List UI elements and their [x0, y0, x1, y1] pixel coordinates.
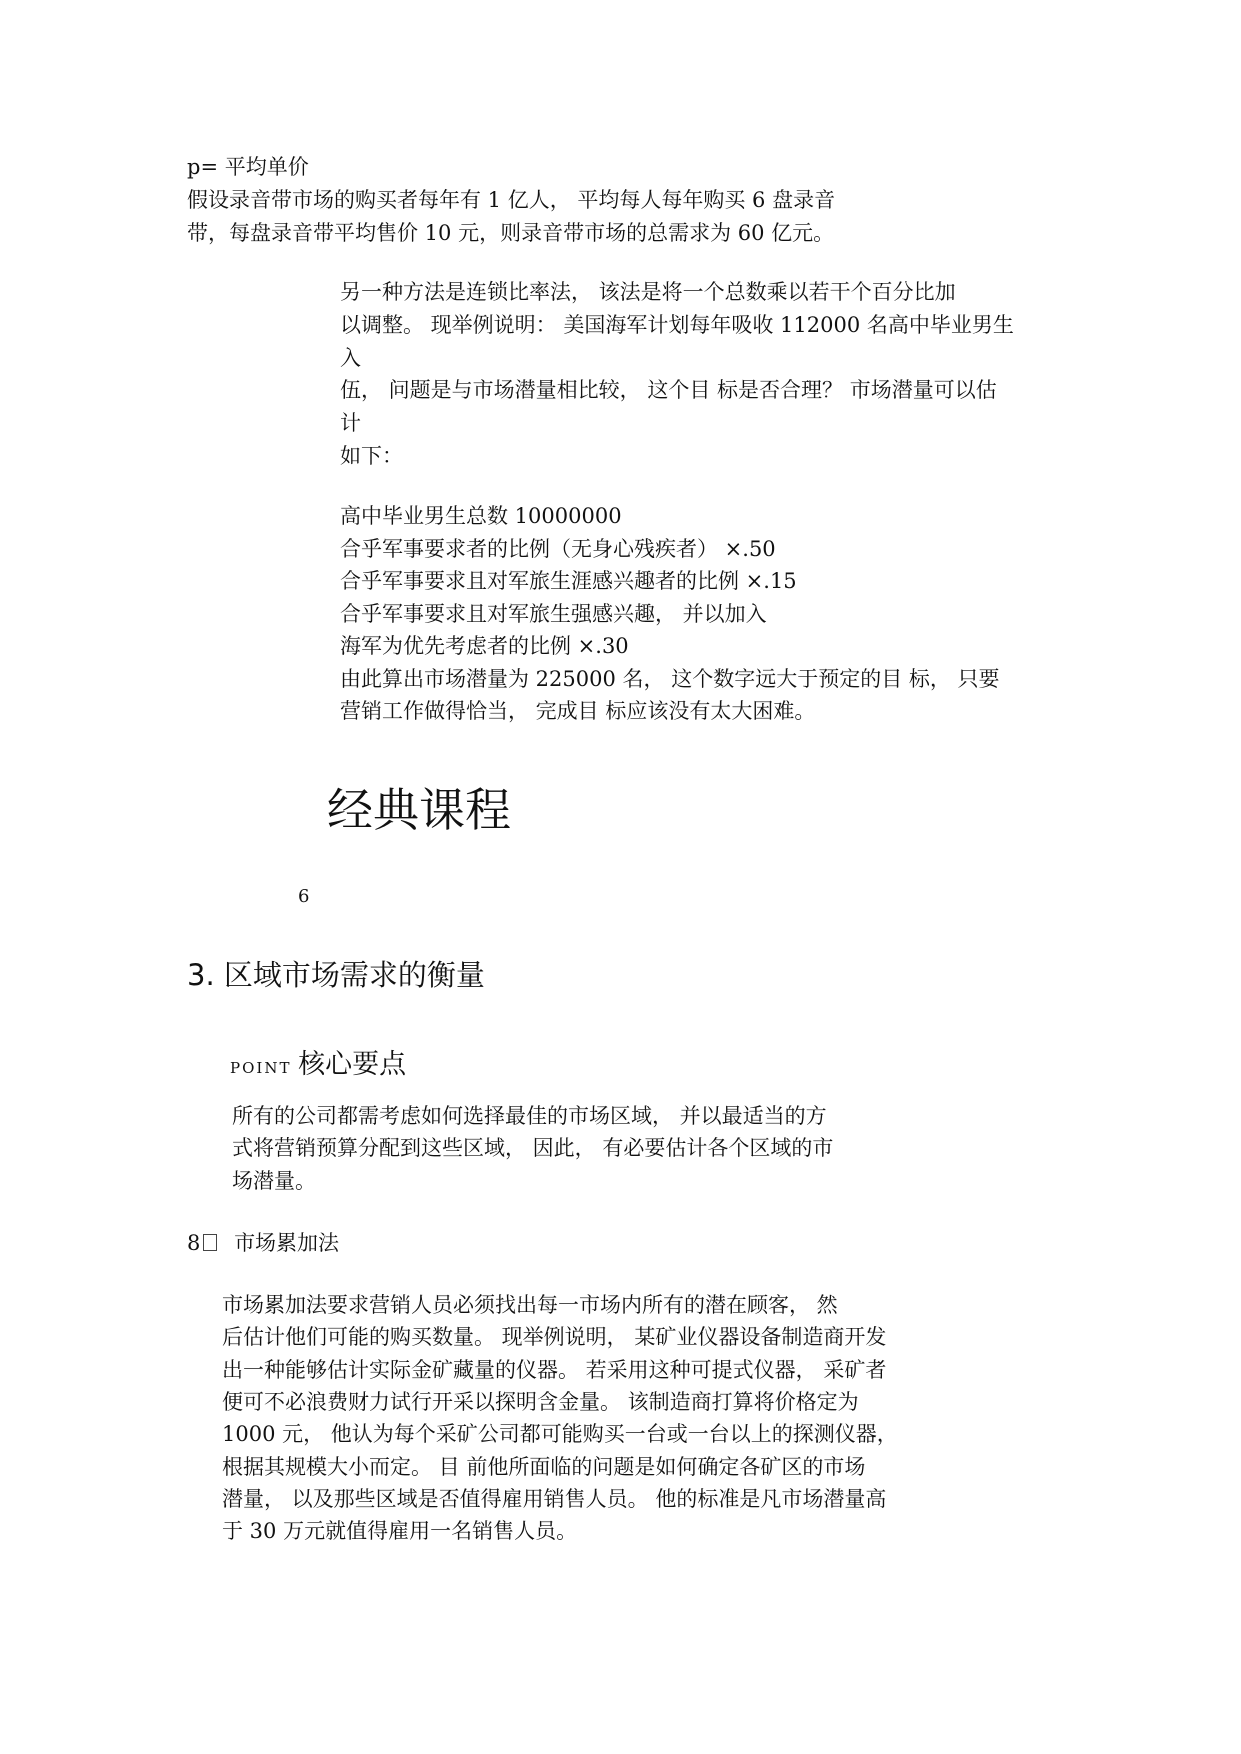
chain-line: 以调整。 现举例说明： 美国海军计划每年吸收 112000 名高中毕业男生	[340, 313, 1014, 337]
calc-line: 合乎军事要求且对军旅生涯感兴趣者的比例 ×.15	[340, 569, 797, 593]
body-line: 便可不必浪费财力试行开采以探明含金量。 该制造商打算将价格定为	[222, 1390, 859, 1414]
watermark-title: 经典课程	[327, 783, 511, 837]
body-line: 市场累加法要求营销人员必须找出每一市场内所有的潜在顾客， 然	[222, 1293, 838, 1317]
calc-line: 合乎军事要求且对军旅生强感兴趣， 并以加入	[340, 602, 767, 626]
calc-line: 合乎军事要求者的比例（无身心残疾者） ×.50	[340, 537, 776, 561]
intro-line-1: p= 平均单价	[187, 155, 309, 179]
section-title: 3. 区域市场需求的衡量	[187, 958, 485, 992]
intro-line-3: 带，每盘录音带平均售价 10 元，则录音带市场的总需求为 60 亿元。	[187, 221, 835, 245]
chain-line: 另一种方法是连锁比率法， 该法是将一个总数乘以若干个百分比加	[340, 280, 956, 304]
body-line: 1000 元， 他认为每个采矿公司都可能购买一台或一台以上的探测仪器，	[222, 1422, 898, 1446]
checkbox-glyph-icon	[203, 1234, 217, 1251]
body-line: 潜量， 以及那些区域是否值得雇用销售人员。 他的标准是凡市场潜量高	[222, 1487, 887, 1511]
point-label: POINT	[230, 1059, 292, 1077]
point-line: 所有的公司都需考虑如何选择最佳的市场区域， 并以最适当的方	[232, 1104, 827, 1128]
intro-line-2: 假设录音带市场的购买者每年有 1 亿人， 平均每人每年购买 6 盘录音	[187, 188, 836, 212]
point-title: 核心要点	[298, 1049, 407, 1080]
point-header	[230, 1049, 407, 1081]
chain-line: 计	[340, 411, 361, 435]
calc-line: 由此算出市场潜量为 225000 名， 这个数字远大于预定的目 标， 只要	[340, 667, 1000, 691]
point-line: 式将营销预算分配到这些区域， 因此， 有必要估计各个区域的市	[232, 1136, 834, 1160]
body-line: 于 30 万元就值得雇用一名销售人员。	[222, 1519, 578, 1543]
chain-line: 入	[340, 346, 361, 370]
chain-line: 伍， 问题是与市场潜量相比较， 这个目 标是否合理？ 市场潜量可以估	[340, 378, 997, 402]
page-number: 6	[298, 886, 310, 907]
subsection-number: 8	[187, 1231, 201, 1255]
calc-line: 高中毕业男生总数 10000000	[340, 504, 622, 528]
body-line: 后估计他们可能的购买数量。 现举例说明， 某矿业仪器设备制造商开发	[222, 1325, 887, 1349]
chain-line: 如下：	[340, 444, 403, 468]
body-line: 出一种能够估计实际金矿藏量的仪器。 若采用这种可提式仪器， 采矿者	[222, 1358, 887, 1382]
body-line: 根据其规模大小而定。 目 前他所面临的问题是如何确定各矿区的市场	[222, 1455, 866, 1479]
point-line: 场潜量。	[232, 1169, 316, 1193]
calc-line: 海军为优先考虑者的比例 ×.30	[340, 634, 629, 658]
subsection-title: 市场累加法	[234, 1231, 340, 1255]
calc-line: 营销工作做得恰当， 完成目 标应该没有太大困难。	[340, 699, 816, 723]
subsection-header	[187, 1230, 339, 1256]
